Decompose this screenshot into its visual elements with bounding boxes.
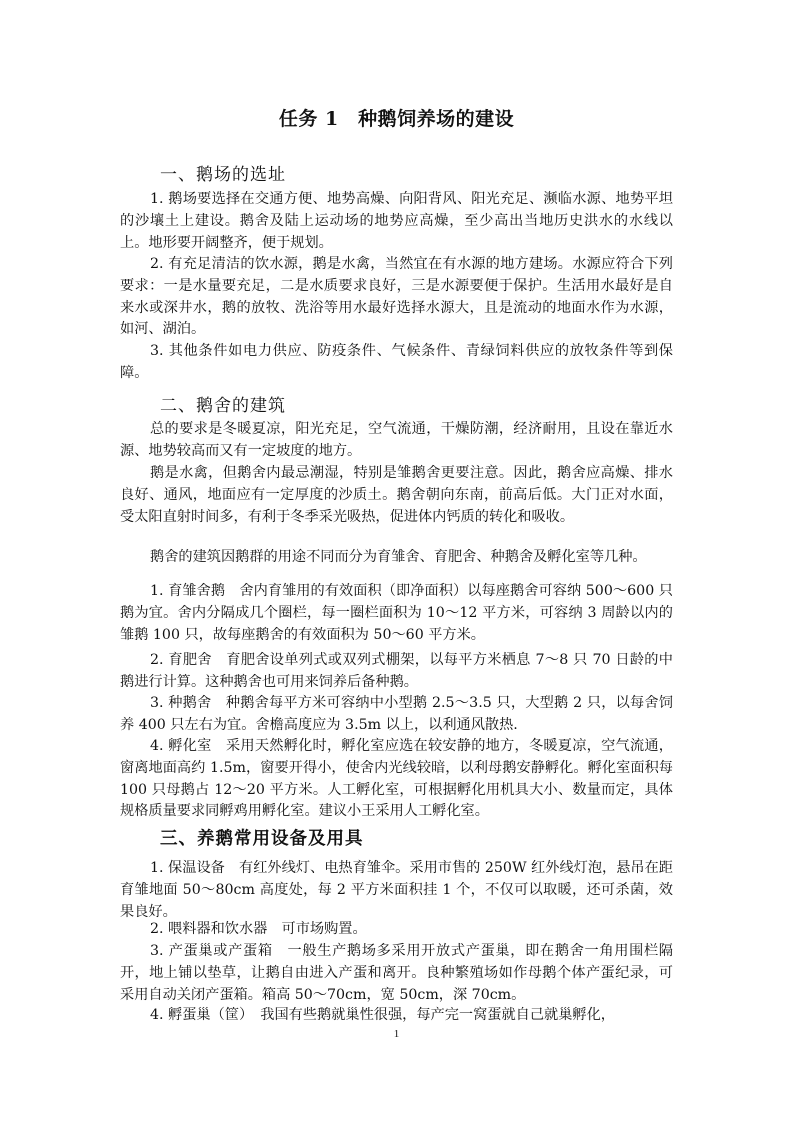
section-heading-equipment: 三、养鹅常用设备及用具 — [160, 829, 364, 849]
section-heading-site-selection: 一、鹅场的选址 — [160, 165, 286, 185]
paragraph: 4. 孵蛋巢（筐） 我国有些鹅就巢性很强，每产完一窝蛋就自己就巢孵化， — [150, 1007, 615, 1023]
paragraph: 总的要求是冬暖夏凉，阳光充足，空气流通，干燥防潮，经济耐用，且设在靠近水源、地势较高而又有一定坡度的地方。 — [120, 421, 673, 459]
paragraph: 鹅舍的建筑因鹅群的用途不同而分为育雏舍、育肥舍、种鹅舍及孵化室等几种。 — [150, 549, 647, 565]
paragraph: 4. 孵化室 采用天然孵化时，孵化室应选在较安静的地方，冬暖夏凉，空气流通，窗离地面高约 1.5m，窗要开得小，使舍内光线较暗，以利母鹅安静孵化。孵化室面积每 100 只母鹅占 12～20 平方米。人工孵化室，可根据孵化用机具大小、数量而定，具体规格质量要求同孵鸡用孵化室。建议小王采用人工孵化室。 — [120, 738, 673, 820]
paragraph: 3. 产蛋巢或产蛋箱 一般生产鹅场多采用开放式产蛋巢，即在鹅舍一角用围栏隔开，地上铺以垫草，让鹅自由进入产蛋和离开。良种繁殖场如作母鹅个体产蛋纪录，可采用自动关闭产蛋箱。箱高 50～70cm，宽 50cm，深 70cm。 — [120, 943, 673, 1003]
section-heading-building: 二、鹅舍的建筑 — [160, 396, 286, 416]
document-title: 任务 1 种鹅饲养场的建设 — [278, 108, 515, 130]
paragraph: 2. 育肥舍 育肥舍设单列式或双列式棚架，以每平方米栖息 7～8 只 70 日龄的中鹅进行计算。这种鹅舍也可用来饲养后备种鹅。 — [120, 652, 673, 690]
paragraph: 3. 其他条件如电力供应、防疫条件、气候条件、青绿饲料供应的放牧条件等到保障。 — [120, 343, 673, 381]
paragraph: 3. 种鹅舍 种鹅舍每平方米可容纳中小型鹅 2.5～3.5 只，大型鹅 2 只，以每舍饲养 400 只左右为宜。舍檐高度应为 3.5m 以上，以利通风散热. — [120, 695, 673, 733]
page-number: 1 — [393, 1028, 400, 1040]
paragraph: 鹅是水禽，但鹅舍内最忌潮湿，特别是雏鹅舍更要注意。因此，鹅舍应高燥、排水良好、通风，地面应有一定厚度的沙质土。鹅舍朝向东南，前高后低。大门正对水面，受太阳直射时间多，有利于冬季采光吸热，促进体内钙质的转化和吸收。 — [120, 465, 673, 525]
paragraph: 2. 喂料器和饮水器 可市场购置。 — [150, 921, 367, 937]
paragraph: 1. 鹅场要选择在交通方便、地势高燥、向阳背风、阳光充足、濒临水源、地势平坦的沙壤土上建设。鹅舍及陆上运动场的地势应高燥，至少高出当地历史洪水的水线以上。地形要开阔整齐，便于规划。 — [120, 191, 673, 251]
paragraph: 1. 保温设备 有红外线灯、电热育雏伞。采用市售的 250W 红外线灯泡，悬吊在距育雏地面 50～80cm 高度处，每 2 平方米面积挂 1 个，不仅可以取暖，还可杀菌，效果良好。 — [120, 860, 673, 920]
paragraph: 2. 有充足清洁的饮水源，鹅是水禽，当然宜在有水源的地方建场。水源应符合下列要求：一是水量要充足，二是水质要求良好，三是水源要便于保护。生活用水最好是自来水或深井水，鹅的放牧、洗浴等用水最好选择水源大，且是流动的地面水作为水源，如河、湖泊。 — [120, 256, 673, 338]
paragraph: 1. 育雏舍鹅 舍内育雏用的有效面积（即净面积）以每座鹅舍可容纳 500～600 只鹅为宜。舍内分隔成几个圈栏，每一圈栏面积为 10～12 平方米，可容纳 3 周龄以内的雏鹅 100 只，故每座鹅舍的有效面积为 50～60 平方米。 — [120, 583, 673, 643]
